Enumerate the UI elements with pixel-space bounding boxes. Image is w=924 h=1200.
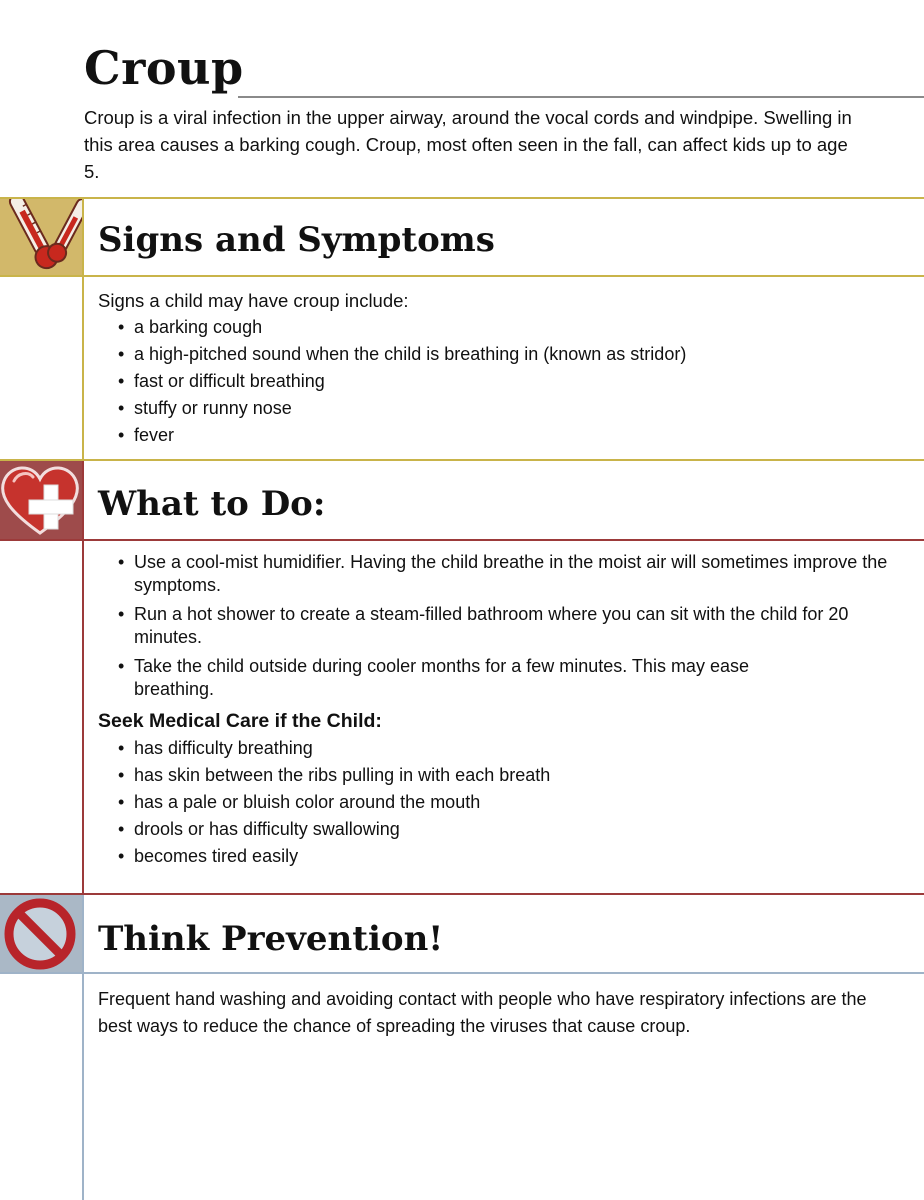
signs-heading: Signs and Symptoms — [98, 220, 495, 260]
thermometer-icon — [0, 199, 82, 275]
list-item: • Use a cool-mist humidifier. Having the child breathe in the moist air will sometimes improve the symptoms. — [118, 551, 888, 597]
list-item: • has skin between the ribs pulling in with each breath — [118, 762, 888, 789]
todo-heading: What to Do: — [98, 484, 326, 524]
list-item: • Take the child outside during cooler months for a few minutes. This may ease breathing. — [118, 655, 888, 701]
heart-cross-icon — [0, 461, 82, 539]
prevention-heading: Think Prevention! — [98, 919, 444, 959]
todo-header-rule — [0, 539, 924, 541]
signs-bottom-rule — [0, 459, 924, 461]
prevention-vertical-rule — [82, 895, 84, 1200]
signs-content — [98, 287, 898, 449]
signs-vertical-rule — [82, 197, 84, 461]
list-item: • stuffy or runny nose — [118, 395, 898, 422]
signs-list — [98, 314, 898, 449]
todo-list — [98, 551, 888, 701]
list-item: • Run a hot shower to create a steam-filled bathroom where you can sit with the child for 20 minutes. — [118, 603, 888, 649]
intro-text: Croup is a viral infection in the upper airway, around the vocal cords and windpipe. Swelling in this area causes a barking cough. Croup, most often seen in the fall, can affect kids up to age 5. — [84, 107, 852, 182]
no-sign-icon — [0, 895, 82, 972]
signs-header-rule — [0, 275, 924, 277]
seek-care-list — [98, 735, 888, 870]
list-item: • drools or has difficulty swallowing — [118, 816, 888, 843]
list-item: • has a pale or bluish color around the mouth — [118, 789, 888, 816]
signs-top-rule — [0, 197, 924, 199]
todo-vertical-rule — [82, 461, 84, 895]
prevention-header-rule — [0, 972, 924, 974]
title-rule — [238, 96, 924, 98]
list-item: • fast or difficult breathing — [118, 368, 898, 395]
todo-bottom-rule — [0, 893, 924, 895]
list-item: • fever — [118, 422, 898, 449]
prevention-text: Frequent hand washing and avoiding contact with people who have respiratory infections are the best ways to reduce the chance of spreading the viruses that cause croup. — [98, 989, 867, 1036]
seek-care-heading: Seek Medical Care if the Child: — [98, 710, 382, 732]
list-item: • has difficulty breathing — [118, 735, 888, 762]
signs-lead: Signs a child may have croup include: — [98, 290, 409, 311]
page-title: Croup — [84, 41, 244, 95]
todo-content — [98, 551, 888, 870]
list-item: • becomes tired easily — [118, 843, 888, 870]
list-item: • a high-pitched sound when the child is breathing in (known as stridor) — [118, 341, 898, 368]
list-item: • a barking cough — [118, 314, 898, 341]
